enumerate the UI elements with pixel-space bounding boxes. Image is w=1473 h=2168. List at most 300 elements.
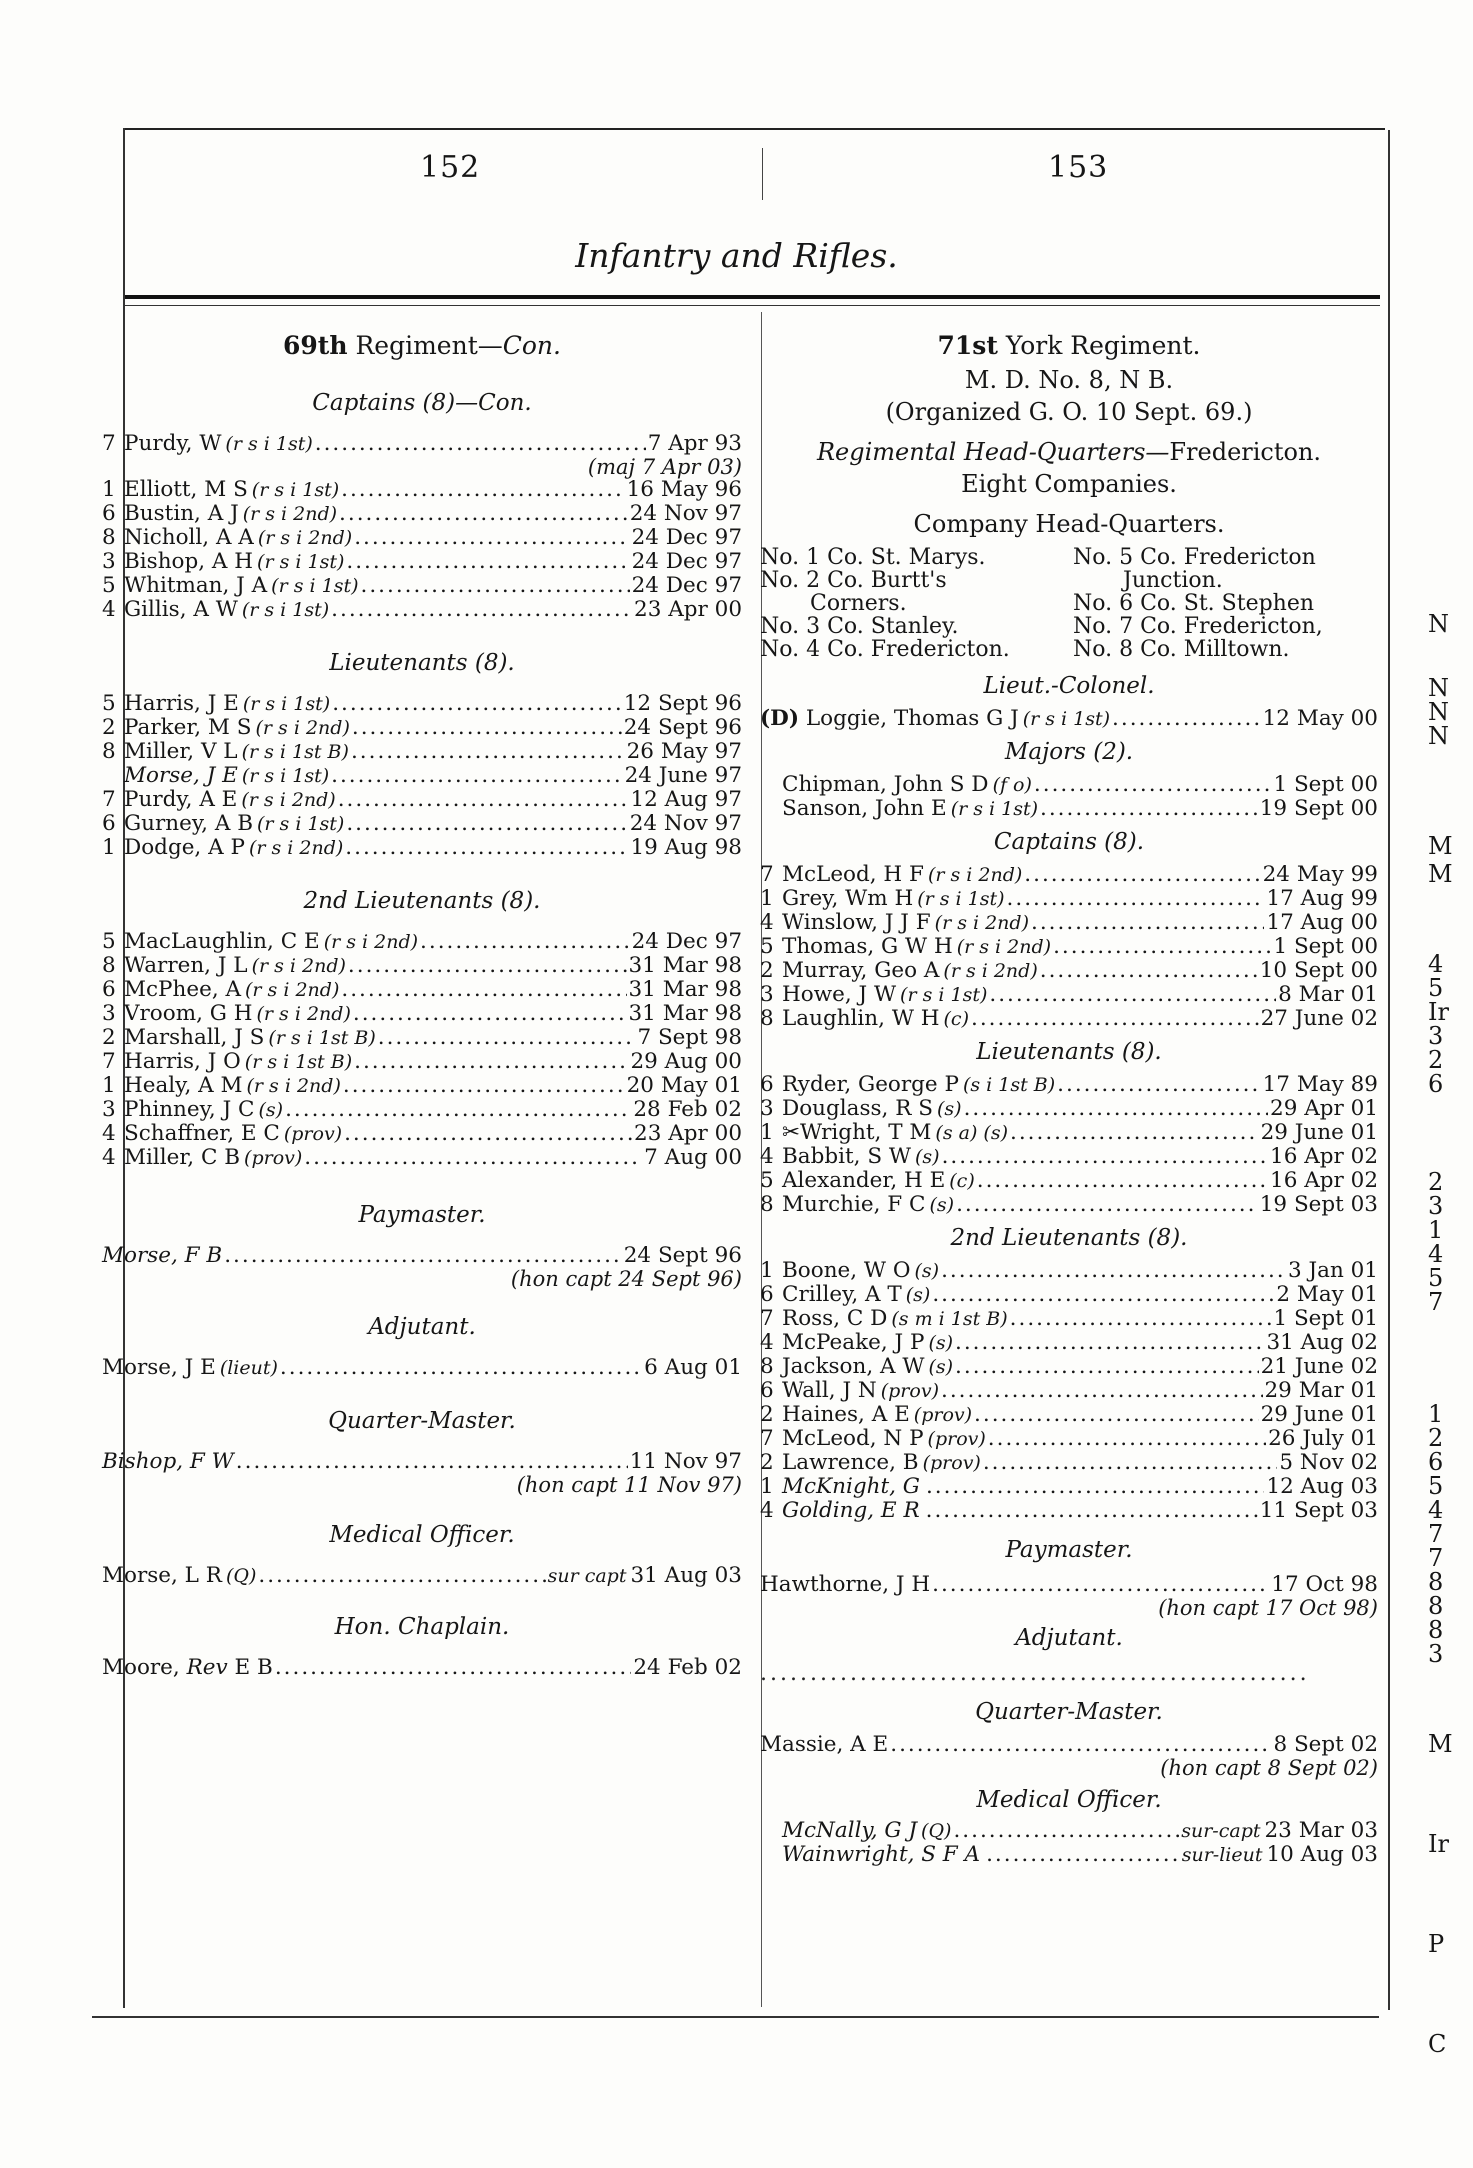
officer-name: Murchie, F C (782, 1192, 926, 1217)
commission-date: 23 Mar 03 (1264, 1818, 1378, 1843)
captains-list (102, 432, 742, 622)
right-page-number: 153 (1048, 150, 1109, 185)
roster-entry (102, 1146, 742, 1170)
leader-dots (1034, 773, 1272, 797)
leader-dots (346, 812, 627, 836)
bleed-glyph: 3 (1428, 1640, 1444, 1668)
officer-name: Grey, Wm H (782, 886, 914, 911)
company-hq-item: No. 8 Co. Milltown. (1073, 637, 1290, 662)
qualification: (r s i 2nd) (956, 936, 1052, 958)
bleed-glyph: M (1428, 832, 1453, 860)
company-number: 1 (102, 477, 116, 502)
roster-entry (760, 863, 1378, 887)
qualification: (r s i 2nd) (943, 960, 1038, 982)
roster-entry (760, 1193, 1378, 1217)
qualification: (r s i 2nd) (927, 864, 1023, 886)
bleed-glyph: 8 (1428, 1616, 1444, 1644)
leader-dots (932, 1283, 1274, 1307)
leader-dots (974, 1403, 1259, 1427)
officer-name: Parker, M S (124, 715, 252, 740)
leader-dots (315, 432, 646, 456)
qualification: (r s i 1st) (225, 433, 313, 455)
qualification: (prov) (283, 1123, 343, 1145)
roster-entry (760, 1331, 1378, 1355)
roster-entry (760, 1259, 1378, 1283)
roster-entry (760, 1355, 1378, 1379)
company-hq-item: No. 6 Co. St. Stephen (1073, 591, 1315, 616)
adjutant-heading: Adjutant. (368, 1314, 476, 1340)
commission-date: 21 June 02 (1260, 1354, 1378, 1379)
commission-date: 29 Aug 00 (630, 1049, 742, 1074)
paymaster-entry: Morse, F B ..... 24 Sept 96 (102, 1244, 742, 1268)
officer-name: Ryder, George P (782, 1072, 959, 1097)
leader-dots (977, 1169, 1268, 1193)
commission-date: 23 Apr 00 (634, 597, 742, 622)
leader-dots (354, 1050, 628, 1074)
commission-date: 12 Aug 03 (1266, 1474, 1378, 1499)
qualification: (prov) (244, 1147, 303, 1169)
commission-date: 2 May 01 (1276, 1282, 1378, 1307)
officer-name: Whitman, J A (124, 573, 268, 598)
roster-entry (760, 935, 1378, 959)
roster-entry (760, 1283, 1378, 1307)
quarter-master-entry: Bishop, F W ..... 11 Nov 97 (102, 1450, 742, 1474)
bleed-glyph: M (1428, 1730, 1453, 1758)
officer-name: Boone, W O (782, 1258, 911, 1283)
commission-date: 27 June 02 (1260, 1006, 1378, 1031)
officer-name: Marshall, J S (124, 1025, 265, 1050)
roster-entry (760, 1145, 1378, 1169)
right-lieutenants-heading: Lieutenants (8). (976, 1039, 1162, 1065)
company-number: 1 (102, 1073, 116, 1098)
leader-dots (941, 1379, 1263, 1403)
qualification: (prov) (922, 1452, 981, 1474)
leader-dots (353, 1002, 627, 1026)
officer-name: Miller, C B (124, 1145, 241, 1170)
leader-dots (338, 788, 629, 812)
company-number: 2 (760, 1402, 774, 1427)
right-paymaster-heading: Paymaster. (1005, 1537, 1133, 1563)
qualification: (s) (905, 1284, 931, 1306)
commission-date: 20 May 01 (626, 1073, 742, 1098)
qualification: (s i 1st B) (962, 1074, 1056, 1096)
roster-entry (102, 502, 742, 526)
right-quarter-master-note: (hon capt 8 Sept 02) (1160, 1756, 1378, 1780)
qualification: (s) (914, 1260, 940, 1282)
leader-dots (983, 1451, 1278, 1475)
roster-entry (102, 788, 742, 812)
bleed-glyph: 3 (1428, 1192, 1444, 1220)
roster-entry (760, 797, 1378, 821)
leader-dots (942, 1145, 1268, 1169)
leader-dots (941, 1259, 1286, 1283)
commission-date: 10 Aug 03 (1266, 1842, 1378, 1867)
officer-name: Gillis, A W (124, 597, 238, 622)
bottom-border (92, 2016, 1379, 2018)
roster-entry (102, 1002, 742, 1026)
adjutant-blank-line: ....................................................... (760, 1661, 1310, 1686)
leader-dots (341, 478, 625, 502)
officer-name: Dodge, A P (124, 835, 245, 860)
commission-date: 17 Aug 00 (1266, 910, 1378, 935)
roster-entry (760, 1379, 1378, 1403)
roster-entry (760, 1843, 1378, 1867)
bleed-glyph: 5 (1428, 1264, 1444, 1292)
company-hq-item: Corners. (810, 591, 907, 616)
qualification: (r s i 2nd) (245, 979, 340, 1001)
leader-dots (345, 836, 628, 860)
leader-dots (346, 550, 629, 574)
qualification: (s m i 1st B) (891, 1308, 1008, 1330)
bleed-glyph: 7 (1428, 1288, 1444, 1316)
company-hq-list (760, 546, 1378, 661)
qualification: (r s i 1st) (257, 813, 345, 835)
commission-date: 7 Apr 93 (647, 431, 742, 456)
company-number: 6 (102, 501, 116, 526)
commission-date: 24 Sept 96 (623, 715, 742, 740)
roster-entry (760, 1475, 1378, 1499)
commission-date: 5 Nov 02 (1279, 1450, 1378, 1475)
company-number: 7 (102, 787, 116, 812)
commission-date: 23 Apr 00 (634, 1121, 742, 1146)
right-quarter-master-heading: Quarter-Master. (975, 1699, 1163, 1725)
commission-date: 7 Sept 98 (637, 1025, 742, 1050)
company-number: 4 (760, 910, 774, 935)
officer-name: Murray, Geo A (782, 958, 940, 983)
qualification: (r s i 2nd) (251, 955, 346, 977)
roster-entry (760, 1451, 1378, 1475)
qualification: (prov) (880, 1380, 939, 1402)
roster-entry (102, 812, 742, 836)
company-hq-item: No. 7 Co. Fredericton, (1073, 614, 1323, 639)
bleed-glyph: N (1428, 674, 1449, 702)
officer-name: Gurney, A B (124, 811, 253, 836)
bleed-glyph: 4 (1428, 1496, 1444, 1524)
qualification: (s) (928, 1332, 954, 1354)
company-number: 3 (760, 1096, 774, 1121)
company-hq-item: No. 2 Co. Burtt's (760, 568, 947, 593)
majors-list (760, 773, 1378, 821)
qualification: (prov) (927, 1428, 986, 1450)
company-number: 1 (760, 886, 774, 911)
qualification: (c) (949, 1170, 975, 1192)
company-number: 5 (760, 1168, 774, 1193)
leader-dots (331, 764, 622, 788)
officer-name: McPhee, A (124, 977, 242, 1002)
officer-name: Schaffner, E C (124, 1121, 280, 1146)
company-number: 5 (102, 691, 116, 716)
commission-date: 28 Feb 02 (633, 1097, 742, 1122)
leader-dots (331, 598, 632, 622)
roster-entry (760, 1073, 1378, 1097)
bleed-glyph: N (1428, 610, 1449, 638)
qualification: (r s i 2nd) (255, 717, 350, 739)
lieut-colonel-entry: (D) Loggie, Thomas G J (r s i 1st) ..... 12 May 00 (760, 707, 1378, 731)
qualification: (r s i 1st) (251, 479, 340, 501)
facing-page-bleed (1428, 600, 1473, 2100)
leader-dots (926, 1475, 1265, 1499)
officer-name: Purdy, W (124, 431, 222, 456)
left-page-number: 152 (420, 150, 481, 185)
organized-note: (Organized G. O. 10 Sept. 69.) (885, 398, 1253, 426)
leader-dots (926, 1499, 1258, 1523)
commission-date: 19 Aug 98 (630, 835, 742, 860)
qualification: (prov) (913, 1404, 973, 1426)
officer-name: Crilley, A T (782, 1282, 902, 1307)
commission-date: 16 Apr 02 (1270, 1144, 1378, 1169)
commission-date: 29 Mar 01 (1264, 1378, 1378, 1403)
company-number: 4 (102, 1145, 116, 1170)
quarter-master-heading: Quarter-Master. (328, 1408, 516, 1434)
officer-name: Vroom, G H (124, 1001, 253, 1026)
right-second-lieutenants-heading: 2nd Lieutenants (8). (950, 1225, 1188, 1251)
right-paymaster-note: (hon capt 17 Oct 98) (1158, 1596, 1378, 1620)
commission-date: 24 Nov 97 (629, 501, 742, 526)
leader-dots (352, 716, 622, 740)
qualification: (s) (915, 1146, 940, 1168)
qualification: (r s i 2nd) (257, 527, 353, 549)
officer-name: Purdy, A E (124, 787, 238, 812)
left-column (102, 320, 742, 1680)
company-number: 5 (760, 934, 774, 959)
adjutant-entry: Morse, J E (lieut) ..... 6 Aug 01 (102, 1356, 742, 1380)
roster-entry (102, 930, 742, 954)
leader-dots (956, 1193, 1258, 1217)
commission-date: 17 May 89 (1262, 1072, 1378, 1097)
company-number: 1 (760, 1474, 774, 1499)
companies-count: Eight Companies. (961, 470, 1177, 498)
qualification: (r s i 1st B) (241, 741, 349, 763)
qualification: (r s i 2nd) (242, 503, 338, 525)
qualification: (s a) (s) (935, 1122, 1008, 1144)
right-second-lieutenants-list (760, 1259, 1378, 1523)
roster-entry (760, 1307, 1378, 1331)
bleed-glyph: 6 (1428, 1070, 1444, 1098)
officer-name: McLeod, H F (782, 862, 924, 887)
bleed-glyph: N (1428, 722, 1449, 750)
qualification: (s) (928, 1356, 954, 1378)
company-hq-item: No. 4 Co. Fredericton. (760, 637, 1010, 662)
commission-date: 29 June 01 (1260, 1120, 1378, 1145)
commission-date: 19 Sept 03 (1259, 1192, 1378, 1217)
leader-dots (348, 954, 627, 978)
officer-name: Haines, A E (782, 1402, 910, 1427)
rank-prefix: sur-lieut (1181, 1844, 1263, 1866)
roster-entry (760, 1499, 1378, 1523)
company-number: 3 (102, 549, 116, 574)
leader-dots (1007, 887, 1265, 911)
bleed-glyph: N (1428, 698, 1449, 726)
regiment-71-heading: 71st York Regiment. (937, 331, 1201, 360)
commission-date: 29 Apr 01 (1270, 1096, 1378, 1121)
officer-name: Thomas, G W H (782, 934, 953, 959)
company-number: 7 (760, 862, 774, 887)
military-district: M. D. No. 8, N B. (964, 366, 1174, 394)
commission-date: 19 Sept 00 (1259, 796, 1378, 821)
paymaster-heading: Paymaster. (358, 1202, 486, 1228)
officer-name: McLeod, N P (782, 1426, 924, 1451)
officer-name: Warren, J L (124, 953, 248, 978)
company-number: 1 (102, 835, 116, 860)
bleed-glyph: 1 (1428, 1400, 1444, 1428)
right-lieutenants-list (760, 1073, 1378, 1217)
roster-entry (102, 740, 742, 764)
officer-name: Chipman, John S D (782, 772, 989, 797)
officer-name: Winslow, J J F (782, 910, 931, 935)
roster-entry (102, 836, 742, 860)
officer-name: Bustin, A J (124, 501, 239, 526)
qualification: (Q) (921, 1820, 952, 1842)
company-number: 4 (760, 1498, 774, 1523)
second-lieutenants-heading: 2nd Lieutenants (8). (303, 888, 541, 914)
roster-entry (102, 1050, 742, 1074)
roster-entry (102, 1098, 742, 1122)
company-number: 6 (102, 811, 116, 836)
roster-entry (102, 574, 742, 598)
leader-dots (378, 1026, 636, 1050)
company-hq-item: No. 5 Co. Fredericton (1073, 545, 1316, 570)
bleed-glyph: Ir (1428, 998, 1449, 1026)
roster-entry (760, 887, 1378, 911)
medical-officer-entry: Morse, L R (Q) ..... sur capt 31 Aug 03 (102, 1564, 742, 1588)
officer-name: McNally, G J (782, 1818, 918, 1843)
commission-date: 29 June 01 (1260, 1402, 1378, 1427)
bleed-glyph: 2 (1428, 1168, 1444, 1196)
commission-date: 1 Sept 00 (1273, 772, 1378, 797)
bleed-glyph: 7 (1428, 1544, 1444, 1572)
commission-date: 24 Dec 97 (631, 573, 742, 598)
commission-date: 24 Nov 97 (629, 811, 742, 836)
right-quarter-master-entry: Massie, A E ..... 8 Sept 02 (760, 1733, 1378, 1757)
company-number: 8 (102, 953, 116, 978)
roster-entry (760, 1403, 1378, 1427)
roster-entry (102, 764, 742, 788)
bleed-glyph: 4 (1428, 950, 1444, 978)
officer-name: Ross, C D (782, 1306, 888, 1331)
company-number: 3 (102, 1097, 116, 1122)
qualification: (s) (258, 1099, 284, 1121)
roster-entry (102, 954, 742, 978)
qualification: (c) (943, 1008, 969, 1030)
bleed-glyph: 2 (1428, 1046, 1444, 1074)
company-hq-item: No. 1 Co. St. Marys. (760, 545, 986, 570)
company-number: 1 (760, 1258, 774, 1283)
bleed-glyph: 7 (1428, 1520, 1444, 1548)
company-number: 4 (102, 1121, 116, 1146)
roster-entry (102, 1122, 742, 1146)
major-promotion-note: (maj 7 Apr 03) (587, 455, 742, 479)
rank-prefix: sur-capt (1181, 1820, 1261, 1842)
commission-date: 16 Apr 02 (1270, 1168, 1378, 1193)
company-number: 8 (760, 1192, 774, 1217)
qualification: (r s i 2nd) (256, 1003, 351, 1025)
leader-dots (955, 1331, 1264, 1355)
officer-name: Healy, A M (124, 1073, 243, 1098)
bleed-glyph: 2 (1428, 1424, 1444, 1452)
bleed-glyph: 8 (1428, 1568, 1444, 1596)
leader-dots (361, 574, 630, 598)
company-number: 3 (760, 982, 774, 1007)
leader-dots (304, 1146, 642, 1170)
leader-dots (953, 1819, 1179, 1843)
commission-date: 7 Aug 00 (644, 1145, 742, 1170)
company-number: 4 (760, 1144, 774, 1169)
qualification: (r s i 1st B) (244, 1051, 353, 1073)
commission-date: 24 Dec 97 (631, 525, 742, 550)
company-number: 8 (760, 1354, 774, 1379)
chaplain-heading: Hon. Chaplain. (334, 1614, 510, 1640)
commission-date: 31 Aug 02 (1266, 1330, 1378, 1355)
officer-name: Wainwright, S F A (782, 1842, 981, 1867)
bleed-glyph: 5 (1428, 1472, 1444, 1500)
commission-date: 24 Dec 97 (631, 549, 742, 574)
quarter-master-note: (hon capt 11 Nov 97) (516, 1473, 742, 1497)
officer-name: Laughlin, W H (782, 1006, 940, 1031)
company-number: 5 (102, 929, 116, 954)
company-number: 1 (760, 1120, 774, 1145)
leader-dots (1031, 911, 1264, 935)
right-captains-heading: Captains (8). (993, 829, 1145, 855)
company-hq-item: No. 3 Co. Stanley. (760, 614, 959, 639)
title-rule-thick (125, 295, 1380, 299)
company-number: 5 (102, 573, 116, 598)
officer-name: McPeake, J P (782, 1330, 925, 1355)
company-number: 8 (102, 739, 116, 764)
company-hq-item: Junction. (1123, 568, 1223, 593)
bleed-glyph: Ir (1428, 1830, 1449, 1858)
bleed-glyph: P (1428, 1930, 1445, 1958)
leader-dots (1010, 1121, 1259, 1145)
bleed-glyph: C (1428, 2030, 1447, 2058)
leader-dots (285, 1098, 631, 1122)
commission-date: 8 Mar 01 (1278, 982, 1378, 1007)
commission-date: 11 Sept 03 (1259, 1498, 1378, 1523)
roster-entry (760, 983, 1378, 1007)
commission-date: 31 Mar 98 (628, 1001, 742, 1026)
bleed-glyph: 6 (1428, 1448, 1444, 1476)
lieut-colonel-heading: Lieut.-Colonel. (983, 673, 1155, 699)
company-number: 2 (760, 958, 774, 983)
leader-dots (1053, 935, 1271, 959)
commission-date: 24 May 99 (1262, 862, 1378, 887)
officer-name: Douglass, R S (782, 1096, 933, 1121)
commission-date: 10 Sept 00 (1259, 958, 1378, 983)
commission-date: 12 Sept 96 (623, 691, 742, 716)
bleed-glyph: 1 (1428, 1216, 1444, 1244)
bleed-glyph: 4 (1428, 1240, 1444, 1268)
qualification: (r s i 2nd) (934, 912, 1029, 934)
roster-entry (102, 478, 742, 502)
qualification: (r s i 2nd) (323, 931, 419, 953)
officer-name: Morse, J E (124, 763, 238, 788)
qualification: (r s i 1st) (241, 765, 330, 787)
officer-name: Sanson, John E (782, 796, 947, 821)
qualification: (r s i 1st) (242, 693, 331, 715)
officer-name: Phinney, J C (124, 1097, 255, 1122)
officer-name: Howe, J W (782, 982, 897, 1007)
right-captains-list (760, 863, 1378, 1031)
bleed-glyph: 3 (1428, 1022, 1444, 1050)
chaplain-entry: Moore, Rev E B ..... 24 Feb 02 (102, 1656, 742, 1680)
right-border (1388, 130, 1390, 2010)
qualification: (r s i 1st) (900, 984, 988, 1006)
qualification: (f o) (992, 774, 1032, 796)
roster-entry (102, 1026, 742, 1050)
title-rule-thin (125, 305, 1380, 306)
leader-dots (420, 930, 630, 954)
lieutenants-heading: Lieutenants (8). (329, 650, 515, 676)
company-number: 6 (760, 1378, 774, 1403)
